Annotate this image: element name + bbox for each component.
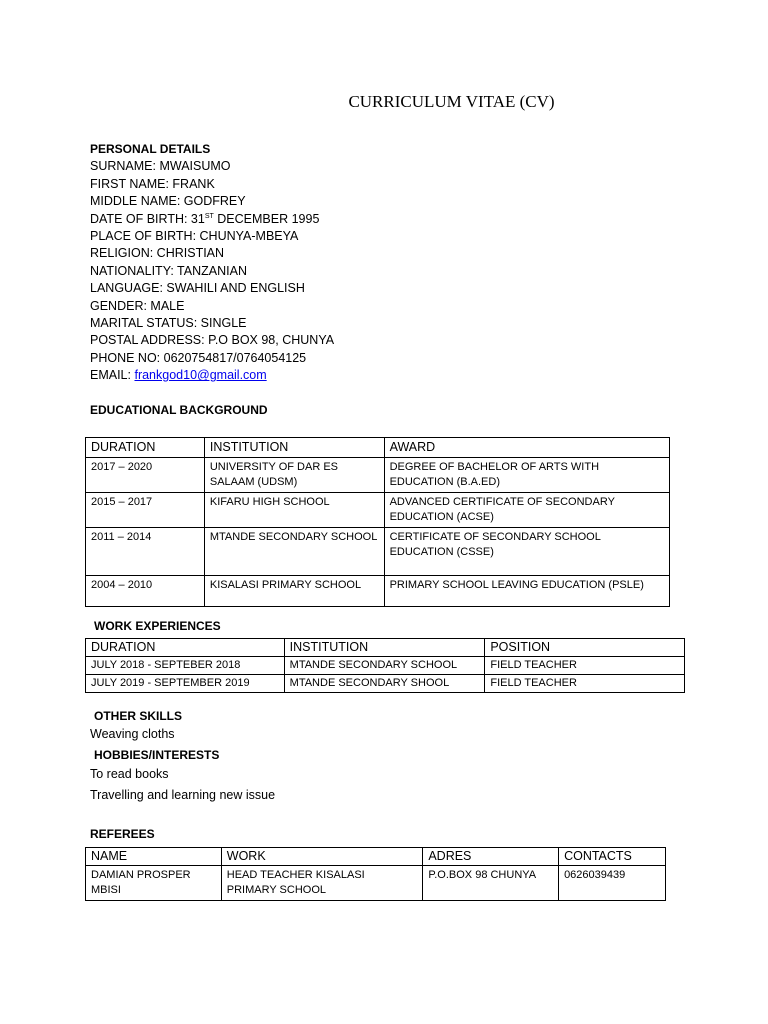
table-cell: P.O.BOX 98 CHUNYA xyxy=(423,866,559,901)
column-header: DURATION xyxy=(86,639,285,657)
table-row xyxy=(86,458,670,493)
column-header: AWARD xyxy=(384,438,669,458)
table-row xyxy=(86,866,666,901)
table-cell: JULY 2018 - SEPTEBER 2018 xyxy=(86,657,285,675)
table-cell: ADVANCED CERTIFICATE OF SECONDARY EDUCATION (ACSE) xyxy=(384,493,669,528)
education-heading: EDUCATIONAL BACKGROUND xyxy=(90,403,268,417)
table-cell: CERTIFICATE OF SECONDARY SCHOOL EDUCATION (CSSE) xyxy=(384,528,669,576)
column-header: INSTITUTION xyxy=(284,639,485,657)
table-cell: MTANDE SECONDARY SHOOL xyxy=(284,675,485,693)
dob-prefix: DATE OF BIRTH: 31 xyxy=(90,211,205,226)
table-cell: 0626039439 xyxy=(559,866,666,901)
table-cell: 2004 – 2010 xyxy=(86,576,205,607)
gender-line: GENDER: MALE xyxy=(90,298,185,313)
referees-table xyxy=(85,847,666,901)
skills-heading: OTHER SKILLS xyxy=(94,709,183,723)
work-header-row xyxy=(86,639,685,657)
religion-line: RELIGION: CHRISTIAN xyxy=(90,246,225,261)
education-header-row xyxy=(86,438,670,458)
column-header: INSTITUTION xyxy=(204,438,384,458)
education-table xyxy=(85,437,670,607)
personal-details-heading: PERSONAL DETAILS xyxy=(90,142,211,156)
language-line: LANGUAGE: SWAHILI AND ENGLISH xyxy=(90,281,305,296)
hobbies-heading: HOBBIES/INTERESTS xyxy=(94,748,220,762)
table-cell: DAMIAN PROSPER MBISI xyxy=(86,866,222,901)
nationality-line: NATIONALITY: TANZANIAN xyxy=(90,263,247,278)
table-cell: HEAD TEACHER KISALASI PRIMARY SCHOOL xyxy=(221,866,423,901)
table-row xyxy=(86,528,670,576)
surname-line: SURNAME: MWAISUMO xyxy=(90,159,231,174)
postal-address-line: POSTAL ADDRESS: P.O BOX 98, CHUNYA xyxy=(90,333,335,348)
table-cell: DEGREE OF BACHELOR OF ARTS WITH EDUCATION (B.A.ED) xyxy=(384,458,669,493)
column-header: CONTACTS xyxy=(559,848,666,866)
middle-name-line: MIDDLE NAME: GODFREY xyxy=(90,194,246,209)
table-cell: 2015 – 2017 xyxy=(86,493,205,528)
table-cell: FIELD TEACHER xyxy=(485,657,685,675)
dob-suffix: DECEMBER 1995 xyxy=(213,211,320,226)
table-row xyxy=(86,493,670,528)
first-name-line: FIRST NAME: FRANK xyxy=(90,176,215,191)
email-link[interactable]: frankgod10@gmail.com xyxy=(134,368,267,383)
referees-header-row xyxy=(86,848,666,866)
table-cell: 2017 – 2020 xyxy=(86,458,205,493)
email-label: EMAIL: xyxy=(90,368,135,383)
table-cell: KIFARU HIGH SCHOOL xyxy=(204,493,384,528)
marital-status-line: MARITAL STATUS: SINGLE xyxy=(90,316,247,331)
dob-line xyxy=(90,211,334,228)
table-cell: MTANDE SECONDARY SCHOOL xyxy=(204,528,384,576)
table-cell: KISALASI PRIMARY SCHOOL xyxy=(204,576,384,607)
table-cell: MTANDE SECONDARY SCHOOL xyxy=(284,657,485,675)
table-cell: UNIVERSITY OF DAR ES SALAAM (UDSM) xyxy=(204,458,384,493)
work-table xyxy=(85,638,685,693)
table-cell: 2011 – 2014 xyxy=(86,528,205,576)
place-of-birth-line: PLACE OF BIRTH: CHUNYA-MBEYA xyxy=(90,229,299,244)
referees-heading: REFEREES xyxy=(90,827,155,841)
column-header: DURATION xyxy=(86,438,205,458)
personal-details-section xyxy=(90,141,334,385)
table-row xyxy=(86,675,685,693)
table-row xyxy=(86,576,670,607)
table-cell: FIELD TEACHER xyxy=(485,675,685,693)
table-cell: PRIMARY SCHOOL LEAVING EDUCATION (PSLE) xyxy=(384,576,669,607)
email-line xyxy=(90,367,334,384)
hobby-item: Travelling and learning new issue xyxy=(90,788,276,802)
table-cell: JULY 2019 - SEPTEMBER 2019 xyxy=(86,675,285,693)
column-header: POSITION xyxy=(485,639,685,657)
table-row xyxy=(86,657,685,675)
work-heading: WORK EXPERIENCES xyxy=(94,619,221,633)
skill-item: Weaving cloths xyxy=(90,727,175,741)
column-header: ADRES xyxy=(423,848,559,866)
column-header: WORK xyxy=(221,848,423,866)
hobby-item: To read books xyxy=(90,767,169,781)
phone-line: PHONE NO: 0620754817/0764054125 xyxy=(90,350,307,365)
page-title: CURRICULUM VITAE (CV) xyxy=(348,92,555,111)
dob-ordinal: ST xyxy=(204,212,214,220)
column-header: NAME xyxy=(86,848,222,866)
